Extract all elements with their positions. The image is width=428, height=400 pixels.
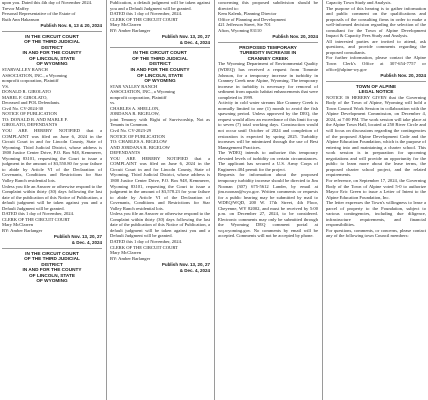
publish-dates: Publish Nov. 13, 20, 27 & Dec. 4, 2024 bbox=[161, 262, 210, 273]
notice-body: STAR VALLEY RANCH ASSOCIATION, INC., a Wyoming nonprofit corporation, Plaintiff vs. CHARLES A. SHELLON, JORDANA R. BIGELOW, joint Tenancy with Right of Survivorship, Not as Tenants in Common. Civil No. CV-2023-29 NOTICE OF PUBLICATION TO: CHARLES A. BIGELOW AND JORDANA R. BIGELOW DEFENDANTS YOU ARE HEREBY NOTIFIED that a COMPLAINT was filed on June 6, 2024 in the Circuit Court in and for Lincoln County, State of Wyoming, Third Judicial District, whose address is 1800 Justice Center Drive, P.O. Box 948, Kemmerer, Wyoming 83101, requesting the Court to issue a judgment in the amount of $3,578.23 for your failure to abide by Article VI of the Declaration of Covenants, Conditions and Restrictions for Star Valley Ranch residential lots. Unless you file an Answer or otherwise respond to the Complaint within thirty (30) days following the last date of the publication of this Notice of Publication, a default judgment will be taken against you and a Default Judgment will be granted. DATED this 1 day of November, 2024. CLERK OF THE CIRCUIT COURT Mary McClarren BY: Amber Barlanger bbox=[110, 83, 210, 261]
publish-dates: Publish Nov. 20, 2024 bbox=[272, 34, 318, 40]
notice-body: The Wyoming Department of Environmental Quality (WDEQ) has received a request from Tommie Johnson, for a temporary increase in turbidity in Cranney Creek near Alpine, Wyoming. The temporary increase in turbidity is necessary for removal of sediment from aquatic habitat enhancements that were completed in 1999. Activity in cold water streams like Cranney Creek is normally limited to one (1) month to avoid the fish spawning period. Unless approved by the DEQ, the request would allow an exceedance of this limit for up to seven (7) total working days. Construction would not occur until October of 2024 and completion of restoration is expected by spring 2025. Turbidity increases will be minimized through the use of Best Management Practices. The WDEQ intends to authorize this temporary elevated levels of turbidity on certain circumstances. The applicant has secured a U.S. Army Corps of Engineers 404 permit for the project. Requests for information about the proposed temporary turbidity increase should be directed to Jim Noonan (307) 675-5612 Lander, by email at jim.noonan@wyo.gov. Written comments or requests for a public hearing may be submitted by mail to WDEQ/WQD, 200 W. 17th Street, 4th Floor, Cheyenne, WY 82002, and must be received by 5:00 p.m. on December 27, 2024, to be considered. Electronic comments may only be submitted through the Wyoming DEQ comment portal at wq.wyoming.gov. No comments by email will be accepted. Comments will not be accepted by phone. bbox=[218, 61, 318, 239]
notice-body: upon you. Dated this 4th day of November 2024. Trevor Maffey Personal Representative of the Estate of Ruth Ann Hakanson bbox=[2, 0, 93, 22]
notice-divider bbox=[2, 248, 102, 249]
column-3 bbox=[218, 0, 318, 400]
notice-body: Publication, a default judgment will be taken against you and a Default Judgment will be granted. DATED this 1 day of November, 2024. CLERK OF THE CIRCUIT COURT Mary McClarren BY: Amber Barlanger bbox=[110, 0, 210, 33]
notice-divider bbox=[218, 42, 318, 43]
publish-dates: Publish Nov. 13, 20, 27 & Dec. 4, 2024 bbox=[53, 234, 102, 245]
notice-body: Capacity Town Study and Analysis. The purpose of this hearing is to gather information and public comment on the qualifications and proposals of the consulting firms in order to make a well-informed decision regarding the selection of the consultant for the Town of Alpine Development Impact & Capacity Fees Study and Analysis. All interested parties are invited to attend, ask questions, and provide comments regarding the proposed consultants. For further information, please contact the Alpine Town Clerk's Office at 307-654-7757 or office@alpine-wy.gov bbox=[326, 0, 426, 72]
notice-hakanson-estate bbox=[2, 0, 102, 29]
notice-girolato bbox=[2, 34, 102, 246]
notice-continued bbox=[110, 0, 210, 45]
publish-dates: Publish Nov. 20, 2024 bbox=[380, 73, 426, 79]
notice-subdivision bbox=[218, 0, 318, 40]
notice-body: NOTICE IS HEREBY GIVEN that the Governing Body of the Town of Alpine, Wyoming will hold a Town Council Work Session in collaboration with the Alpine Development Commission, on December 4, 2024, at 7:00 PM. The work session will take place at the Alpine Town Hall, located at 250 River Circle and will focus on discussions regarding the contingencies of the proposed Alpine Development Code and the Alpine Education Foundation, which is the purpose of entering into and maintaining a charter school. This work session is in preparation for upcoming negotiations and will provide an opportunity for the public to learn more about the lease terms, the proposed charter school project, and the related requirements. For reference, on September 17, 2024, the Governing Body of the Town of Alpine voted 5-0 to authorize Mayor Eric Green to issue a Letter of Intent to the Alpine Education Foundation, Inc. The letter expresses the Town's willingness to lease a parcel of property to the Foundation, subject to various contingencies, including due diligence, infrastructure requirements, and financial responsibilities. For questions, comments, or concerns, please contact any of the following town Council members: bbox=[326, 94, 426, 239]
notice-town-of-alpine bbox=[326, 84, 426, 239]
publish-dates: Publish Nov. 13, 20, 27 & Dec. 4, 2024 bbox=[161, 34, 210, 45]
notice-heading: IN THE CIRCUIT COURT OF THE THIRD JUDICIAL DISTRICT IN AND FOR THE COUNTY OF LINCOLN, STATE OF WYOMING bbox=[130, 50, 190, 84]
notice-body: concerning this proposed subdivision should be directed to: Kem Kalenk, Planning Director Office of Planning and Development 421 Jefferson Street, Ste 701 Afton, Wyoming 83110 bbox=[218, 0, 318, 33]
notice-cranney-creek bbox=[218, 45, 318, 239]
notice-divider bbox=[110, 47, 210, 48]
column-divider bbox=[214, 0, 215, 400]
notice-divider bbox=[326, 81, 426, 82]
notice-body: STARVALLEY RANCH ASSOCIATION, INC., a Wyoming nonprofit corporation, Plaintiff VS. DONALD R. GIROLATO MABEL F. GIROLATO, Deceased and POL Defendants. Civil No. CV-2024-30 NOTICE OF PUBLICATION TO: DONALD R. AND MABLE F. GIROLATO, DEFENDANTS YOU ARE HEREBY NOTIFIED that a COMPLAINT was filed on June 6, 2024 in the Circuit Court in and for Lincoln County, State of Wyoming. Third Judicial District, whose address is 1800 Justice Center Drive, P.O. Box 948, Kemmerer, Wyoming 83101, requesting the Court to issue a judgment in the amount of $3,550.80 for your failure to abide by Article VI of the Declaration of Covenants, Conditions and Restrictions for Star Valley Ranch residential lots. Unless you file an Answer or otherwise respond to the Complaint within thirty (30) days following the last date of the publication of this Notice of Publication, a default judgment will be taken against you and a Default Judgment will be granted. DATED this 1 day of November, 2024. CLERK OF THE CIRCUIT COURT Mary McClarren BY: Amber Barlanger bbox=[2, 67, 102, 233]
column-divider bbox=[322, 0, 323, 400]
notice-capacity-study bbox=[326, 0, 426, 79]
column-4 bbox=[326, 0, 426, 400]
notice-bigelow bbox=[110, 50, 210, 273]
notice-heading: PROPOSED TEMPORARY TURBIDITY INCREASE IN CRANNEY CREEK bbox=[239, 44, 297, 61]
notice-divider bbox=[2, 31, 102, 32]
notice-heading: IN THE CIRCUIT COURT OF THE THIRD JUDICIAL DISTRICT IN AND FOR THE COUNTY OF LINCOLN, STATE OF WYOMING bbox=[22, 250, 82, 284]
column-divider bbox=[106, 0, 107, 400]
column-2 bbox=[110, 0, 210, 400]
notice-court-heading bbox=[2, 251, 102, 284]
column-1 bbox=[2, 0, 102, 400]
notice-heading: IN THE CIRCUIT COURT OF THE THIRD JUDICIAL DISTRICT IN AND FOR THE COUNTY OF LINCOLN, STATE OF WYOMING bbox=[22, 33, 82, 67]
publish-dates: Publish Nov. 6, 13 & 20, 2024 bbox=[40, 23, 102, 29]
notice-heading: TOWN OF ALPINE LEGAL NOTICE bbox=[355, 83, 397, 95]
